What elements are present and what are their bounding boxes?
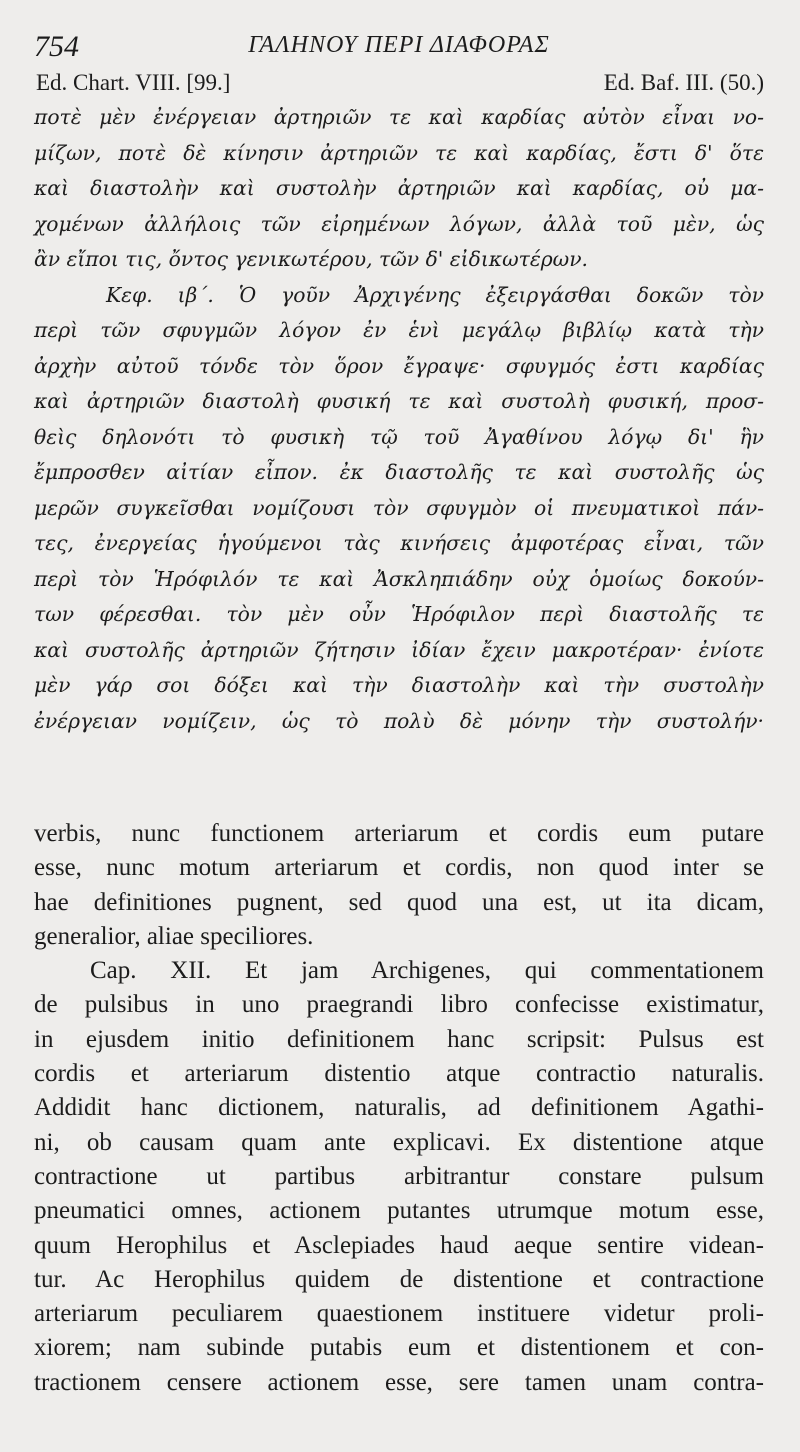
greek-line: καὶ συστολῆς ἀρτηριῶν ζήτησιν ἰδίαν ἔχειν μακροτέραν· ἐνίοτε (34, 637, 764, 662)
latin-text (34, 817, 764, 1400)
latin-line: quum Herophilus et Asclepiades haud aeque sentire videan- (34, 1231, 764, 1259)
greek-line: περὶ τὸν Ἡρόφιλόν τε καὶ Ἀσκληπιάδην οὐχ ὁμοίως δοκούν- (34, 566, 764, 591)
latin-line: xiorem; nam subinde putabis eum et distentionem et con- (34, 1334, 764, 1362)
latin-line: tur. Ac Herophilus quidem de distentione et contractione (34, 1265, 764, 1293)
greek-line: ἀρχὴν αὐτοῦ τόνδε τὸν ὅρον ἔγραψε· σφυγμός ἐστι καρδίας (34, 353, 764, 378)
latin-line: in ejusdem initio definitionem hanc scripsit: Pulsus est (34, 1025, 764, 1053)
latin-line: generalior, aliae speciliores. (34, 922, 314, 950)
greek-line: μερῶν συγκεῖσθαι νομίζουσι τὸν σφυγμὸν οἱ πνευματικοὶ πάν- (34, 495, 764, 520)
page-number: 754 (34, 30, 79, 63)
latin-line: Cap. XII. Et jam Archigenes, qui commentationem (90, 957, 764, 985)
latin-line: arteriarum peculiarem quaestionem instituere videtur proli- (34, 1300, 764, 1328)
greek-line: περὶ τῶν σφυγμῶν λόγον ἐν ἑνὶ μεγάλῳ βιβλίῳ κατὰ τὴν (34, 318, 764, 342)
greek-line: χομένων ἀλλήλοις τῶν εἰρημένων λόγων, ἀλλὰ τοῦ μὲν, ὡς (34, 211, 764, 236)
greek-line: καὶ ἀρτηριῶν διαστολὴ φυσική τε καὶ συστολὴ φυσική, προσ- (34, 389, 764, 413)
latin-line: contractione ut partibus arbitrantur constare pulsum (34, 1162, 764, 1190)
greek-text (34, 100, 764, 739)
greek-line: ἂν εἴποι τις, ὄντος γενικωτέρου, τῶν δ' εἰδικωτέρων. (34, 247, 588, 271)
greek-line: ποτὲ μὲν ἐνέργειαν ἀρτηριῶν τε καὶ καρδίας αὐτὸν εἶναι νο- (34, 105, 764, 129)
latin-line: ni, ob causam quam ante explicavi. Ex distentione atque (34, 1128, 764, 1156)
greek-line: των φέρεσθαι. τὸν μὲν οὖν Ἡρόφιλον περὶ διαστολῆς τε (34, 602, 764, 626)
edition-chart: Ed. Chart. VIII. [99.] (36, 70, 231, 95)
running-title: ΓΑΛΗΝΟΥ ΠΕΡΙ ΔΙΑΦΟΡΑΣ (248, 32, 550, 58)
greek-line: ἔμπροσθεν αἰτίαν εἶπον. ἐκ διαστολῆς τε καὶ συστολῆς ὡς (34, 460, 764, 484)
latin-line: pneumatici omnes, actionem putantes utrumque motum esse, (34, 1197, 764, 1225)
greek-line: Κεφ. ιβ΄. Ὁ γοῦν Ἀρχιγένης ἐξειργάσθαι δοκῶν τὸν (106, 282, 764, 307)
edition-line (34, 70, 764, 100)
latin-line: de pulsibus in uno praegrandi libro confecisse existimatur, (34, 991, 764, 1019)
greek-line: θεὶς δηλονότι τὸ φυσικὴ τῷ τοῦ Ἀγαθίνου λόγῳ δι' ἣν (34, 424, 764, 449)
greek-line: καὶ διαστολὴν καὶ συστολὴν ἀρτηριῶν καὶ καρδίας, οὐ μα- (34, 176, 764, 200)
latin-line: cordis et arteriarum distentio atque contractio naturalis. (34, 1060, 764, 1088)
latin-line: esse, nunc motum arteriarum et cordis, non quod inter se (34, 854, 764, 882)
greek-line: ἐνέργειαν νομίζειν, ὡς τὸ πολὺ δὲ μόνην τὴν συστολήν· (34, 708, 764, 733)
latin-line: verbis, nunc functionem arteriarum et cordis eum putare (34, 820, 764, 847)
section-gap (34, 739, 764, 817)
latin-line: hae definitiones pugnent, sed quod una est, ut ita dicam, (34, 888, 764, 916)
greek-line: τες, ἐνεργείας ἡγούμενοι τὰς κινήσεις ἀμφοτέρας εἶναι, τῶν (34, 531, 764, 555)
greek-line: μὲν γάρ σοι δόξει καὶ τὴν διαστολὴν καὶ τὴν συστολὴν (34, 673, 764, 697)
running-head (34, 22, 764, 70)
greek-line: μίζων, ποτὲ δὲ κίνησιν ἀρτηριῶν τε καὶ καρδίας, ἔστι δ' ὅτε (34, 140, 764, 165)
latin-line: tractionem censere actionem esse, sere tamen unam contra- (34, 1368, 764, 1396)
edition-basel: Ed. Baf. III. (50.) (603, 70, 764, 95)
latin-line: Addidit hanc dictionem, naturalis, ad definitionem Agathi- (34, 1094, 764, 1122)
